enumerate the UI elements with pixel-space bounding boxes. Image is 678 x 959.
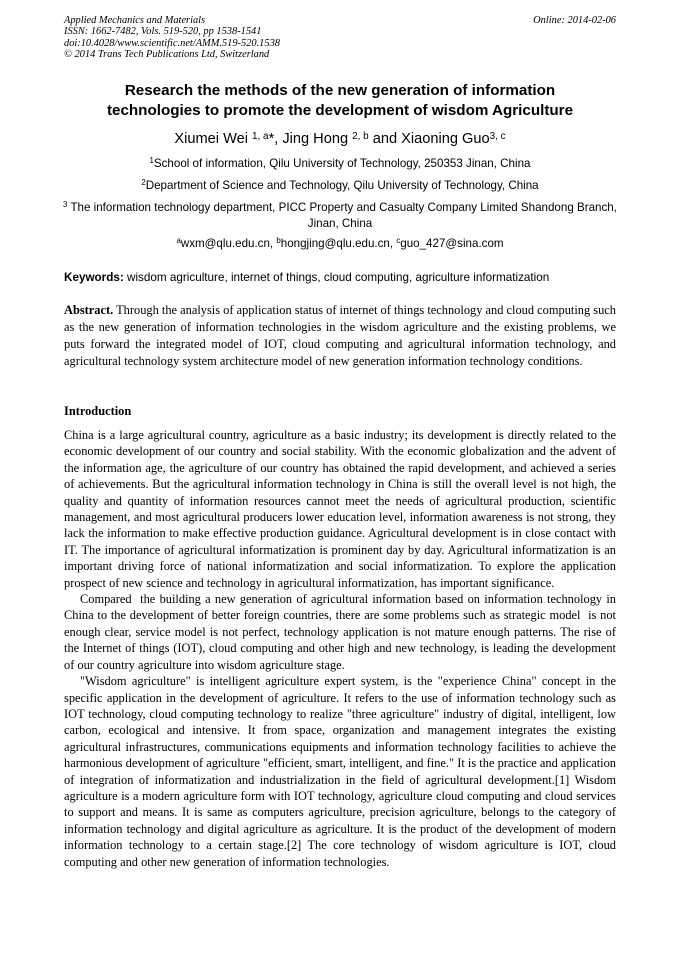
email-address: wxm@qlu.edu.cn, bbox=[180, 237, 277, 250]
title-line-1: Research the methods of the new generation of information bbox=[124, 82, 556, 99]
paragraph: "Wisdom agriculture" is intelligent agriculture expert system, is the "experience China" concept in the specific application in the development of agriculture. It refers to the use of information technology such as IOT technology, cloud computing technology to realize "three agriculture" industry of digital, intelligent, low carbon, ecological and intensive. It from space, organization and management integrates the existing agricultural infrastructures, communications equipments and information technology facilities to achieve the harmonious development of agriculture "efficient, smart, intelligent, and fine." It is the practice and application of integration of informatization and industrialization in the field of agricultural development.[1] Wisdom agriculture is a modern agriculture form with IOT technology, agriculture cloud computing and cloud services to support and means. It is same as computers agriculture, precision agriculture, belongs to the category of information technology and digital agriculture as agriculture. It is the product of the development of modern information technology to a certain stage.[2] The core technology of wisdom agriculture is IOT, cloud computing and other new generation of information technologies. bbox=[64, 674, 616, 869]
author-emails bbox=[56, 236, 624, 252]
affiliation-number: 2 bbox=[141, 178, 146, 188]
section-heading-introduction: Introduction bbox=[64, 404, 132, 418]
copyright-line: © 2014 Trans Tech Publications Ltd, Switzerland bbox=[64, 49, 270, 61]
author-affil-sup: 1, a bbox=[252, 130, 269, 142]
email-address: guo_427@sina.com bbox=[400, 237, 504, 250]
online-date: Online: 2014-02-06 bbox=[533, 15, 616, 26]
affiliation-1 bbox=[56, 156, 624, 172]
email-sup: c bbox=[396, 236, 401, 246]
issn-line: ISSN: 1662-7482, Vols. 519-520, pp 1538-1541 bbox=[64, 26, 262, 38]
author-name: Jing Hong bbox=[282, 131, 349, 147]
affiliation-text: School of information, Qilu University of Technology, 250353 Jinan, China bbox=[153, 157, 531, 170]
author-separator: and bbox=[368, 131, 402, 147]
author-separator: , bbox=[274, 131, 283, 147]
abstract-text: Through the analysis of application status of internet of things technology and cloud computing such as the new generation of information technologies in the wisdom agriculture and the existing problems, we puts forward the integrated model of IOT, cloud computing and agricultural information technology, and agricultural technology system architecture model of new generation information technology conditions. bbox=[64, 303, 616, 368]
corresponding-mark: * bbox=[268, 131, 275, 147]
email-sup: a bbox=[176, 236, 181, 246]
keywords-line bbox=[64, 270, 616, 286]
affiliation-text: The information technology department, PICC Property and Casualty Company Limited Shandong Branch, Jinan, China bbox=[67, 201, 621, 230]
introduction-body bbox=[64, 427, 620, 870]
author-name: Xiumei Wei bbox=[174, 131, 248, 147]
keywords-text: wisdom agriculture, internet of things, cloud computing, agriculture informatization bbox=[123, 271, 550, 284]
email-address: hongjing@qlu.edu.cn, bbox=[280, 237, 397, 250]
paper-title bbox=[64, 81, 616, 121]
abstract bbox=[64, 302, 616, 370]
abstract-label: Abstract. bbox=[64, 303, 114, 317]
author-name: Xiaoning Guo bbox=[401, 131, 490, 147]
doi-line: doi:10.4028/www.scientific.net/AMM.519-520.1538 bbox=[64, 37, 280, 49]
journal-name: Applied Mechanics and Materials bbox=[64, 15, 206, 26]
affiliation-2 bbox=[56, 178, 624, 194]
affiliation-number: 1 bbox=[149, 156, 154, 166]
paragraph: Compared the building a new generation of agricultural information based on information technology in China to the development of better foreign countries, there are some problems such as strategic model is not enough clear, service model is not perfect, technology application is not mature enough patterns. The rise of the Internet of things (IOT), cloud computing and other high and new technology, is leading the development of our country agriculture into wisdom agriculture stage. bbox=[64, 592, 620, 672]
paragraph: China is a large agricultural country, agriculture as a basic industry; its development is directly related to the economic development of our country and social stability. With the economic globalization and the advent of the information age, the agriculture of our country has obtained the rapid development, and achieved a series of achievements. But the agricultural information technology in China is still the overall level is not high, the quality and quantity of information resources cannot meet the needs of agricultural production, scientific management, and most agricultural producers lower education level, information awareness is not strong, they lack the information to make effective production guidance. Agricultural development is in close contact with IT. The importance of agricultural informatization is prominent day by day. Agricultural informatization is an important driving force of national informatization and social informatization. To explore the application prospect of new science and technology in agricultural informatization, has important significance. bbox=[64, 428, 616, 590]
email-sup: b bbox=[276, 236, 281, 246]
journal-header bbox=[64, 15, 616, 61]
author-list bbox=[64, 130, 616, 148]
affiliation-3 bbox=[56, 200, 624, 232]
author-affil-sup: 2, b bbox=[352, 130, 369, 142]
author-affil-sup: 3, c bbox=[489, 130, 506, 142]
keywords-label: Keywords: bbox=[64, 271, 124, 284]
affiliation-text: Department of Science and Technology, Qilu University of Technology, China bbox=[145, 179, 539, 192]
affiliation-number: 3 bbox=[63, 200, 68, 210]
title-line-2: technologies to promote the development of wisdom Agriculture bbox=[106, 102, 574, 119]
